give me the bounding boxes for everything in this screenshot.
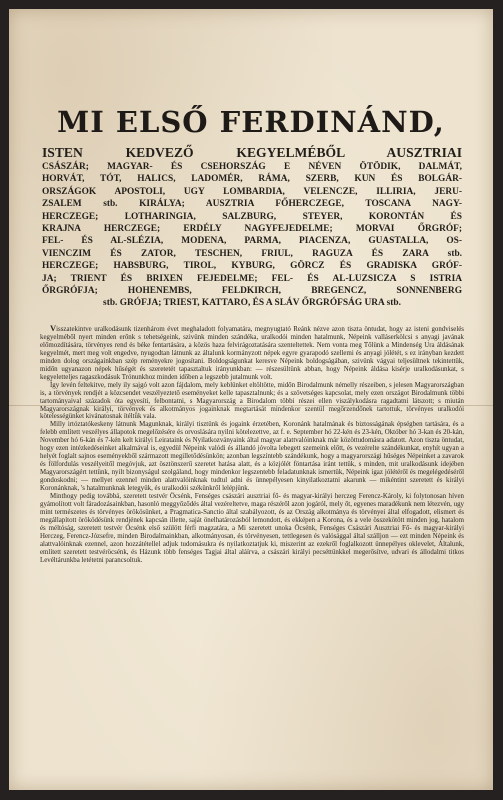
body-paragraph: Milly irtóztatókeskeny látnunk Magunknak, királyi tisztünk és jogaink érzetében, Koronánk hatalmának és biztosságának épségben tartására, és a felebb említett veszélyes állapotok megelőzésére és orvoslására nyilni kötelezettve, az f. e. September hó 22-kén és 23-kén, Október hó 3-kan és 20-kán, November hó 6-kán és 7-kén kelt királyi Leirataink és Nyilatkozványaink által magyar alattvalóinknak már közöttudomásra adatott. Azon tiszta öntudat, hogy ezen intézkedéseinket alkalmával is, egyedül Népeink valódi és állandó jóvolta lebegett szemeink előtt, és vezérelte szándékunkat, enyhít ugyan a helyét foglalt sajnos eseményekből származott megilletődésünkön; azonban legszíntebb szándékunk, hogy a magyarországi hűséges Népeinket a zavarok és fölfordulás veszélyeitől megóvjuk, azt ösztönszerű szeretet hatása alatt, és a közjólét föntartása iránt tettük, s minden, mit uralkodásunk idejében Magyarországért tettünk, nyilt bizonyságul szolgáland, hogy mindenkor legszentebb feladatunknak ismertük, Népeink igaz jólétéről és megelégedéséről gondoskodni; — mellyet ezennel minden alattvalóinknak tudtul adni és ünnepélyesen kinyilatkoztatni akarunk — mikéntint szeretett és királyi Koronánknak, 's hatalmunknak letegyük, és uralkodói székünkről lelépjünk. — [40, 421, 464, 493]
body-paragraph: Visszatekintve uralkodásunk tizenhárom évet meghaladott folyamatára, megnyugtató Reánk nézve azon tiszta öntudat, hogy az isteni gondviselés kegyelméből nyert minden erőnk s tehetségeink, szivünk minden szándéka, uralkodói minden hatalmunk, Népeink valláserkölcsi s anyagi javának előmozdítására, törvényes rend és béke fentartására, a közös haza felvirágoztatására szenteltettek. Nem vonta meg Tőlünk a Mindenség Ura áldásának kegyelmét, mert meg volt engedve, nyugodtan látnunk az általunk kormányzott népek egyre gyarapodó szellemi és anyagi jólétét, s ez irányban kezdett minden dolog országainkban szép reményekre jogosítani. Boldogságunkat keresve Népeink boldogságában, szivünk vágyai teljesültnek tekintettük, midőn ugyanazon népek hűségét és szeretetét tapasztaltuk irányunkban: — részesültünk abban, hogy Népeink áldása kisérje uralkodásunkat, s kegyeletteljes ragaszkodásuk Trónunkhoz minden időben a legszebb jutalmunk volt. — [40, 323, 464, 381]
body-paragraph: Így levén feltekitve, mely ily sajgó volt azon fájdalom, mely keblünket eltöltötte, midőn Birodalmunk némelly részeiben, s jelesen Magyarországban is, a törvények rendjét a közcsendet veszélyeztető eseményeket kelle tapasztalnunk; és a szövetséges kapcsolat, mely ezen országot Birodalmunk többi tartományaival századok óta egyesíti, felbontatni, s Magyarország a Birodalom többi részei ellen viszálykodásra ragadtatni látszott; s miután Magyarországnak királyi, törvények és alkotmányos jogainknak megtartását mindenkor szentül megőrzendőnek tartottuk, törvényes uralkodói kötelességünket kivánatosnak ítéltük vala. — [40, 381, 464, 421]
royal-title-line: KRAJNA HERCZEGE; ERDÉLY NAGYFEJEDELME; MORVAI ŐRGRÓF; — [42, 224, 462, 235]
body-paragraph: Minthogy pedig továbbá, szeretett testvér Öcsénk, Fenséges császári ausztriai fő- és magyar-királyi herczeg Ferencz-Károly, ki folytonosan híven gyámolított volt fáradozásainkban, hasonló meggyőződés által vezéreltetve, maga részéről azon jogáról, mely őt, egyenes maradékunk nem létezvén, ugy mint természetes és törvényes örökösünket, a Pragmatica-Sanctio által szabályozott, és az Ország alkotmánya és törvényei által elfogadott, elismert és megállapított öröködésünk rendjének kapcsán illette, saját önelhatározásból lemondott, és ekképen a Korona, és a vele összekötött minden jog, hatalom és méltóság, szeretett testvér Öcsénk első szülött férfi magzatára, a Mi szeretett unoka Öcsénk, Fenséges Császári Ausztriai Fő- és magyar-királyi Herczeg, Ferencz-Józsefre, minden Birodalmainkban, alkotmányosan, és törvényesen, tettlegesen és valósággal által szálljon — ezt minden Népeink és alattvalóinknak ezennel, azon hozzátétellel adjuk tudomásukra és nyilatkoztatjuk ki, miszerint az ezekről foglalkozott ünnepélyes oklevelet, Általunk, említett szeretett testvéröcsénk, és Házunk több fenséges Tagjai által aláírva, a császári királyi pecséttünkkel megerősítve, udvari és állodalmi titkos Levéltárunkba letétetni parancsoltuk. — [40, 493, 464, 564]
royal-title-line: HORVÁT, TÓT, HALICS, LADOMÉR, RÁMA, SZERB, KUN ÉS BOLGÁR- — [42, 174, 462, 185]
proclamation-heading: MI ELSŐ FERDINÁND, — [57, 105, 445, 139]
royal-title-line: FEL- ÉS AL-SLÉZIA, MODENA, PARMA, PIACENZA, GUASTALLA, OS- — [42, 236, 462, 247]
royal-title-line: ZSALEM stb. KIRÁLYA; AUSZTRIA FŐHERCZEGE, TOSCANA NAGY- — [42, 199, 462, 210]
royal-title-line: ŐRGRÓFJA; HOHENEMBS, FELDKIRCH, BREGENCZ, SONNENBERG — [42, 286, 462, 297]
royal-title-line: stb. GRÓFJA; TRIEST, KATTARO, ÉS A SLÁV ŐRGRÓFSÁG URA stb. — [103, 298, 401, 309]
royal-title-line: CSÁSZÁR; MAGYAR- ÉS CSEHORSZÁG E NÉVEN ÖTÖDIK, DALMÁT, — [42, 162, 462, 172]
royal-title-line: ISTEN KEDVEZŐ KEGYELMÉBŐL AUSZTRIAI — [42, 145, 462, 160]
royal-title-line: HERCZEGE; LOTHARINGIA, SALZBURG, STEYER, KORONTÁN ÉS — [42, 211, 462, 222]
royal-title-line: JA; TRIENT ÉS BRIXEN FEJEDELME; FEL- ÉS AL-LUZSICZA S ISTRIA — [42, 273, 462, 284]
royal-title-line: VIENCZIM ÉS ZATOR, TESCHEN, FRIUL, RAGUZA ÉS ZARA stb. — [42, 248, 462, 259]
royal-title-line: ORSZÁGOK APOSTOLI, UGY LOMBARDIA, VELENCZE, ILLIRIA, JERU- — [42, 186, 462, 197]
royal-titles-block — [42, 144, 462, 310]
proclamation-sheet — [9, 9, 493, 790]
proclamation-body — [40, 325, 464, 565]
royal-title-line: HERCZEGE; HABSBURG, TIROL, KYBURG, GÖRCZ ÉS GRADISKA GRÓF- — [42, 261, 462, 272]
